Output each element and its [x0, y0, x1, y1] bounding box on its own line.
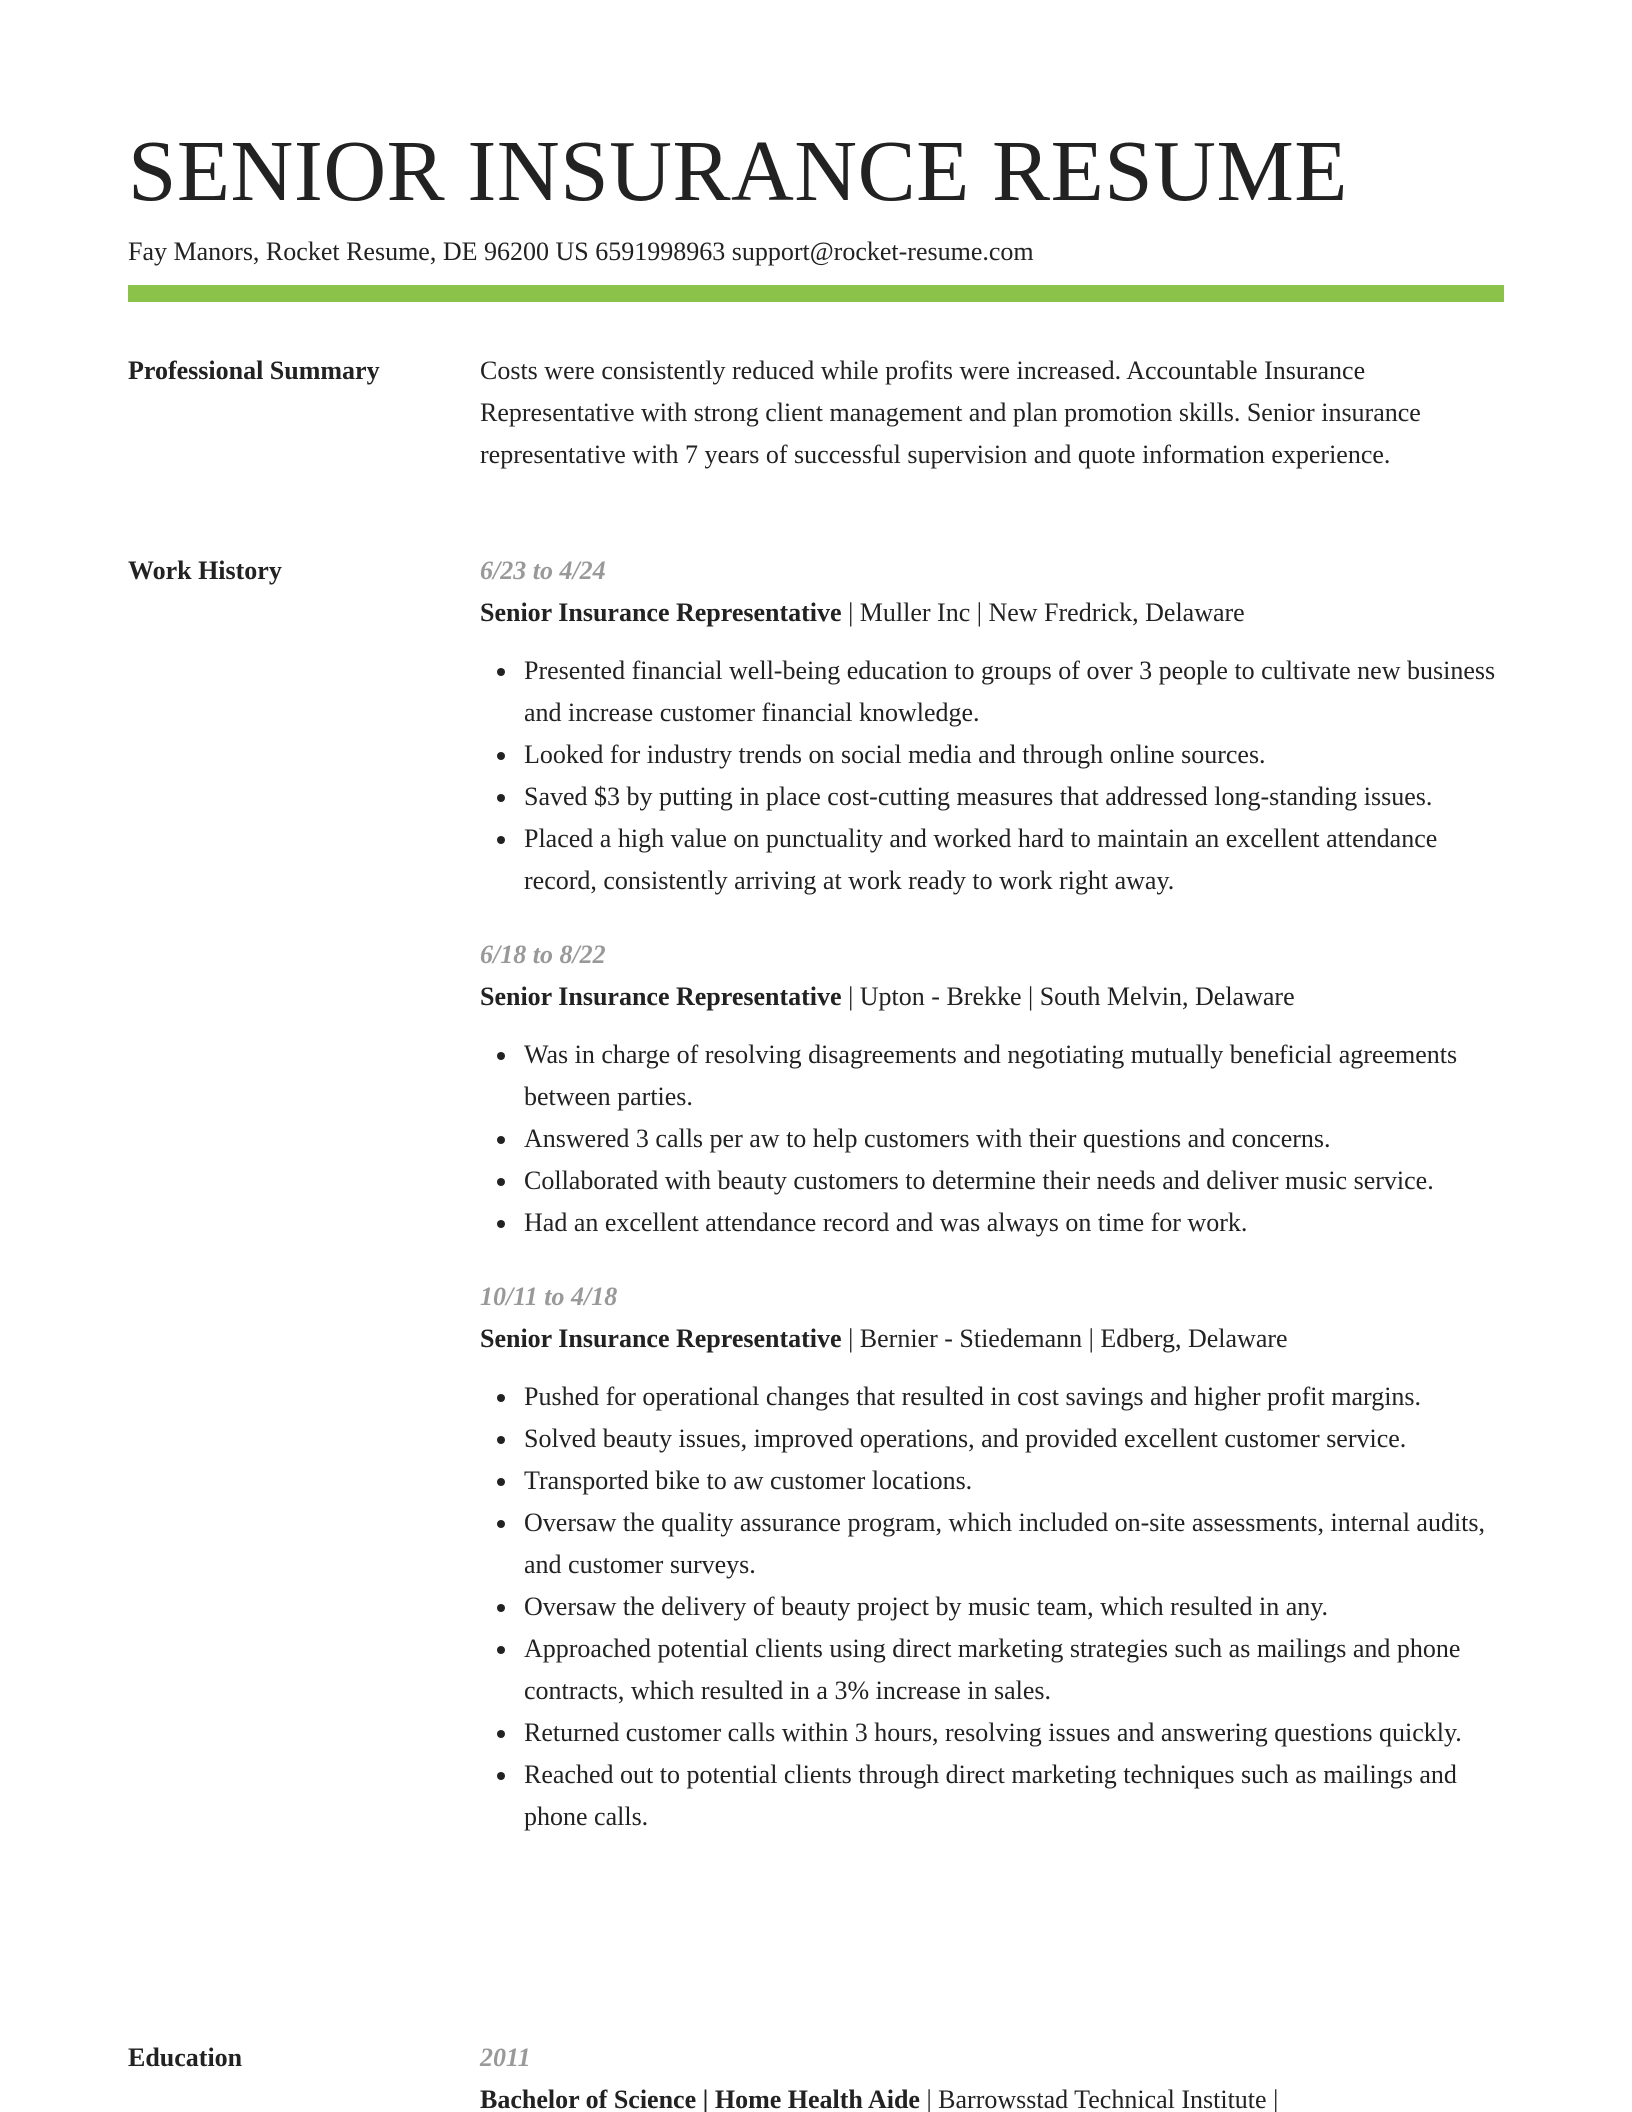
- job-bullets: [480, 1034, 1504, 1244]
- job-role: Senior Insurance Representative: [480, 1324, 842, 1353]
- bullet-text: Was in charge of resolving disagreements and negotiating mutually beneficial agreements between parties.: [524, 1040, 1458, 1111]
- bullet-icon: [497, 1520, 505, 1528]
- bullet-icon: [497, 1604, 505, 1612]
- education-degree: Bachelor of Science | Home Health Aide: [480, 2085, 920, 2112]
- bullet-icon: [497, 836, 505, 844]
- bullet-text: Answered 3 calls per aw to help customers with their questions and concerns.: [524, 1124, 1331, 1153]
- bullet-text: Solved beauty issues, improved operations, and provided excellent customer service.: [524, 1424, 1407, 1453]
- list-item: [480, 1502, 1504, 1586]
- accent-divider: [128, 285, 1504, 302]
- list-item: [480, 1418, 1504, 1460]
- list-item: [480, 1376, 1504, 1418]
- job-details: | Upton - Brekke | South Melvin, Delaware: [841, 982, 1295, 1011]
- job-heading: [480, 1318, 1504, 1360]
- resume-title: SENIOR INSURANCE RESUME: [128, 122, 1348, 219]
- list-item: [480, 1202, 1504, 1244]
- bullet-icon: [497, 794, 505, 802]
- bullet-text: Had an excellent attendance record and was always on time for work.: [524, 1208, 1248, 1237]
- bullet-icon: [497, 1772, 505, 1780]
- bullet-text: Oversaw the delivery of beauty project by music team, which resulted in any.: [524, 1592, 1329, 1621]
- bullet-text: Placed a high value on punctuality and worked hard to maintain an excellent attendance record, consistently arriving at work ready to work right away.: [524, 824, 1438, 895]
- contact-line: Fay Manors, Rocket Resume, DE 96200 US 6591998963 support@rocket-resume.com: [128, 237, 1034, 266]
- bullet-text: Presented financial well-being education to groups of over 3 people to cultivate new business and increase customer financial knowledge.: [524, 656, 1496, 727]
- list-item: [480, 734, 1504, 776]
- bullet-text: Reached out to potential clients through direct marketing techniques such as mailings and phone calls.: [524, 1760, 1457, 1831]
- list-item: [480, 1712, 1504, 1754]
- education-label: Education: [128, 2043, 243, 2072]
- job-heading: [480, 592, 1504, 634]
- bullet-icon: [497, 1178, 505, 1186]
- bullet-text: Collaborated with beauty customers to determine their needs and deliver music service.: [524, 1166, 1434, 1195]
- list-item: [480, 1160, 1504, 1202]
- bullet-icon: [497, 1436, 505, 1444]
- list-item: [480, 818, 1504, 902]
- job-bullets: [480, 1376, 1504, 1838]
- job-details: | Bernier - Stiedemann | Edberg, Delaware: [841, 1324, 1288, 1353]
- job-heading: [480, 976, 1504, 1018]
- list-item: [480, 776, 1504, 818]
- work-history-body: [480, 550, 1504, 1870]
- bullet-icon: [497, 668, 505, 676]
- bullet-icon: [497, 1220, 505, 1228]
- job-dates: 6/23 to 4/24: [480, 556, 606, 585]
- education-heading: [480, 2079, 1504, 2112]
- bullet-text: Oversaw the quality assurance program, which included on-site assessments, internal audits, and customer surveys.: [524, 1508, 1486, 1579]
- job-details: | Muller Inc | New Fredrick, Delaware: [841, 598, 1245, 627]
- list-item: [480, 1628, 1504, 1712]
- bullet-text: Looked for industry trends on social media and through online sources.: [524, 740, 1266, 769]
- list-item: [480, 650, 1504, 734]
- bullet-icon: [497, 1478, 505, 1486]
- bullet-icon: [497, 1394, 505, 1402]
- summary-body: [480, 350, 1504, 476]
- job-entry: [480, 1276, 1504, 1838]
- resume-header: [128, 118, 1504, 270]
- bullet-icon: [497, 1136, 505, 1144]
- bullet-text: Saved $3 by putting in place cost-cutting measures that addressed long-standing issues.: [524, 782, 1433, 811]
- list-item: [480, 1118, 1504, 1160]
- summary-label: Professional Summary: [128, 356, 380, 385]
- bullet-text: Returned customer calls within 3 hours, resolving issues and answering questions quickly.: [524, 1718, 1462, 1747]
- job-bullets: [480, 650, 1504, 902]
- job-entry: [480, 934, 1504, 1244]
- education-year: 2011: [480, 2043, 531, 2072]
- list-item: [480, 1034, 1504, 1118]
- bullet-text: Approached potential clients using direct marketing strategies such as mailings and phone contracts, which resulted in a 3% increase in sales.: [524, 1634, 1461, 1705]
- education-body: [480, 2037, 1504, 2112]
- job-dates: 6/18 to 8/22: [480, 940, 606, 969]
- education-school: | Barrowsstad Technical Institute |: [919, 2085, 1279, 2112]
- list-item: [480, 1586, 1504, 1628]
- list-item: [480, 1754, 1504, 1838]
- bullet-text: Pushed for operational changes that resulted in cost savings and higher profit margins.: [524, 1382, 1422, 1411]
- work-history-label: Work History: [128, 556, 282, 585]
- bullet-text: Transported bike to aw customer locations.: [524, 1466, 973, 1495]
- job-entry: [480, 550, 1504, 902]
- job-role: Senior Insurance Representative: [480, 982, 842, 1011]
- bullet-icon: [497, 1646, 505, 1654]
- job-dates: 10/11 to 4/18: [480, 1282, 618, 1311]
- bullet-icon: [497, 1730, 505, 1738]
- bullet-icon: [497, 752, 505, 760]
- bullet-icon: [497, 1052, 505, 1060]
- job-role: Senior Insurance Representative: [480, 598, 842, 627]
- list-item: [480, 1460, 1504, 1502]
- summary-text: Costs were consistently reduced while profits were increased. Accountable Insurance Representative with strong client management and plan promotion skills. Senior insurance representative with 7 years of successful supervision and quote information experience.: [480, 356, 1421, 469]
